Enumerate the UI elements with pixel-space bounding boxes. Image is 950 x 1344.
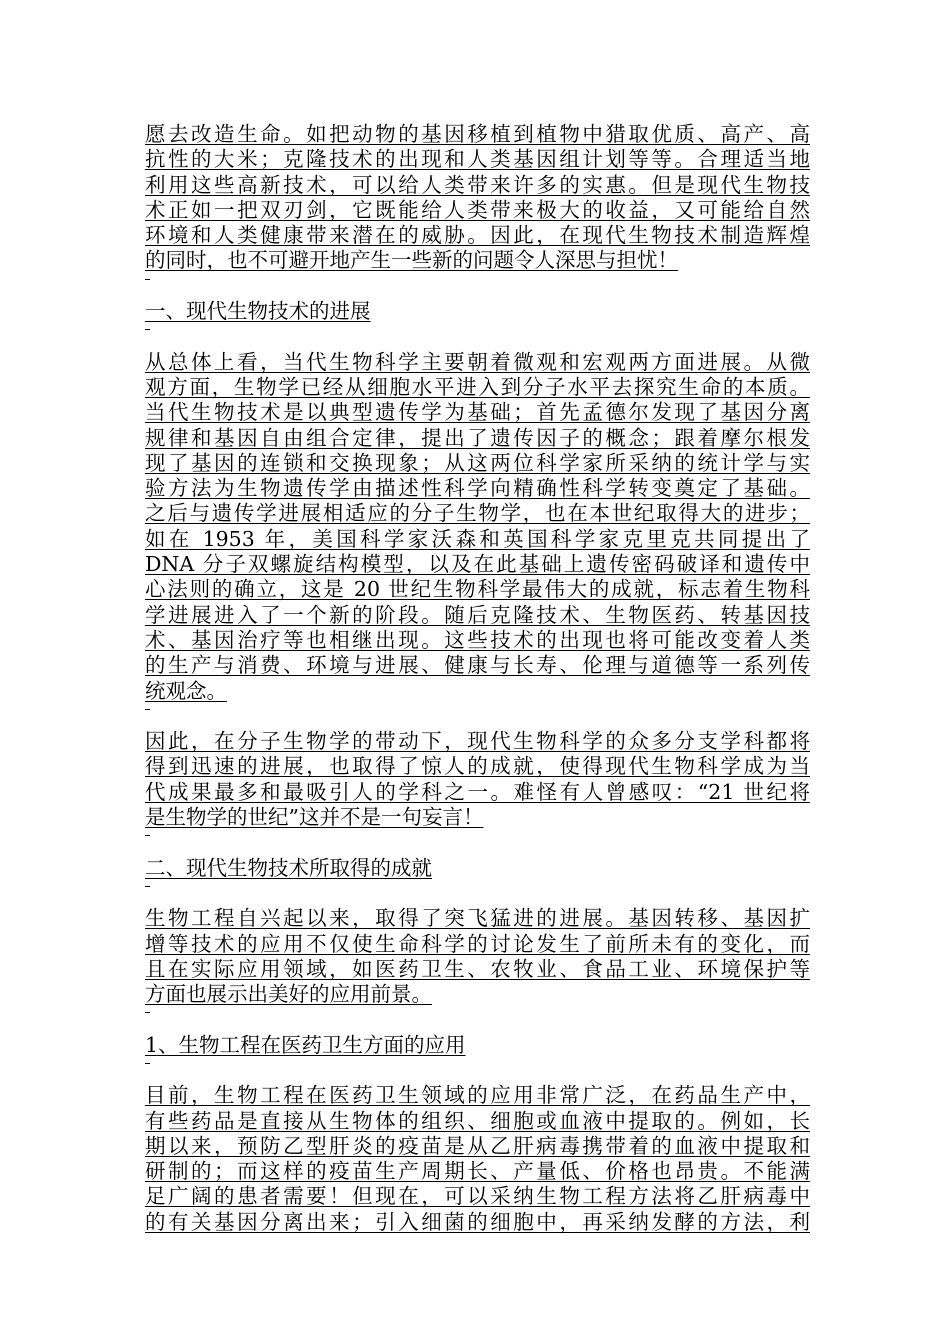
- document-page: [145, 122, 810, 1235]
- text-line: 验方法为生物遗传学由描述性科学向精确性科学转变奠定了基础。: [145, 476, 810, 501]
- text-line: 如在 1953 年，美国科学家沃森和英国科学家克里克共同提出了: [145, 526, 810, 551]
- blank-line: [145, 1058, 810, 1083]
- blank-line: [145, 881, 810, 906]
- paragraph-century: [145, 729, 810, 830]
- text-line: 代成果最多和最吸引人的学科之一。难怪有人曾感叹：“21 世纪将: [145, 779, 810, 804]
- paragraph-progress: [145, 350, 810, 704]
- text-line: 的同时，也不可避开地产生一些新的问题令人深思与担忧！: [145, 248, 678, 273]
- text-line: 方面也展示出美好的应用前景。: [145, 982, 432, 1007]
- blank-line-mark: [145, 329, 150, 330]
- section-heading-2: 二、现代生物技术所取得的成就: [145, 855, 432, 880]
- text-line: 得到迅速的进展，也取得了惊人的成就，使得现代生物科学成为当: [145, 754, 810, 779]
- paragraph-intro: [145, 122, 810, 274]
- text-line: 生物工程自兴起以来，取得了突飞猛进的进展。基因转移、基因扩: [145, 906, 810, 931]
- blank-line-mark: [145, 835, 150, 836]
- text-line: 增等技术的应用不仅使生命科学的讨论发生了前所未有的变化，而: [145, 931, 810, 956]
- text-line: 心法则的确立，这是 20 世纪生物科学最伟大的成就，标志着生物科: [145, 577, 810, 602]
- blank-line-mark: [145, 709, 150, 710]
- text-line: 当代生物技术是以典型遗传学为基础；首先孟德尔发现了基因分离: [145, 400, 810, 425]
- section-heading-1: 一、现代生物技术的进展: [145, 299, 371, 324]
- blank-line: [145, 830, 810, 855]
- text-line: 观方面，生物学已经从细胞水平进入到分子水平去探究生命的本质。: [145, 374, 810, 399]
- blank-line: [145, 1007, 810, 1032]
- paragraph-achievements: [145, 906, 810, 1007]
- text-line: 目前，生物工程在医药卫生领域的应用非常广泛，在药品生产中，: [145, 1083, 810, 1108]
- blank-line-mark: [145, 886, 150, 887]
- blank-line-mark: [145, 279, 150, 280]
- text-line: 学进展进入了一个新的阶段。随后克隆技术、生物医药、转基因技: [145, 602, 810, 627]
- text-line: 且在实际应用领域，如医药卫生、农牧业、食品工业、环境保护等: [145, 956, 810, 981]
- text-line: 现了基因的连锁和交换现象；从这两位科学家所采纳的统计学与实: [145, 450, 810, 475]
- text-line: 术正如一把双刃剑，它既能给人类带来极大的收益，又可能给自然: [145, 197, 810, 222]
- text-line: 因此，在分子生物学的带动下，现代生物科学的众多分支学科都将: [145, 729, 810, 754]
- blank-line: [145, 704, 810, 729]
- text-line: 抗性的大米；克隆技术的出现和人类基因组计划等等。合理适当地: [145, 147, 810, 172]
- text-line: 的生产与消费、环境与进展、健康与长寿、伦理与道德等一系列传: [145, 653, 810, 678]
- text-line: 利用这些高新技术，可以给人类带来许多的实惠。但是现代生物技: [145, 172, 810, 197]
- blank-line-mark: [145, 1063, 150, 1064]
- text-line: 之后与遗传学进展相适应的分子生物学，也在本世纪取得大的进步；: [145, 501, 810, 526]
- text-line: 环境和人类健康带来潜在的威胁。因此，在现代生物技术制造辉煌: [145, 223, 810, 248]
- blank-line: [145, 274, 810, 299]
- text-line: 有些药品是直接从生物体的组织、细胞或血液中提取的。例如，长: [145, 1108, 810, 1133]
- text-line: DNA 分子双螺旋结构模型，以及在此基础上遗传密码破译和遗传中: [145, 552, 810, 577]
- text-line: 足广阔的患者需要！但现在，可以采纳生物工程方法将乙肝病毒中: [145, 1184, 810, 1209]
- text-line: 是生物学的世纪”这并不是一句妄言！: [145, 805, 484, 830]
- text-line: 从总体上看，当代生物科学主要朝着微观和宏观两方面进展。从微: [145, 349, 810, 374]
- blank-line-mark: [145, 1012, 150, 1013]
- blank-line: [145, 324, 810, 349]
- paragraph-medicine: [145, 1083, 810, 1235]
- text-line: 规律和基因自由组合定律，提出了遗传因子的概念；跟着摩尔根发: [145, 425, 810, 450]
- text-line: 的有关基因分离出来；引入细菌的细胞中，再采纳发酵的方法，利: [145, 1209, 810, 1234]
- section-heading-3: 1、生物工程在医药卫生方面的应用: [145, 1032, 466, 1057]
- text-line: 研制的；而这样的疫苗生产周期长、产量低、价格也昂贵。不能满: [145, 1159, 810, 1184]
- text-line: 愿去改造生命。如把动物的基因移植到植物中猎取优质、高产、高: [145, 122, 810, 146]
- text-line: 期以来，预防乙型肝炎的疫苗是从乙肝病毒携带着的血液中提取和: [145, 1133, 810, 1158]
- text-line: 统观念。: [145, 678, 227, 703]
- text-line: 术、基因治疗等也相继出现。这些技术的出现也将可能改变着人类: [145, 627, 810, 652]
